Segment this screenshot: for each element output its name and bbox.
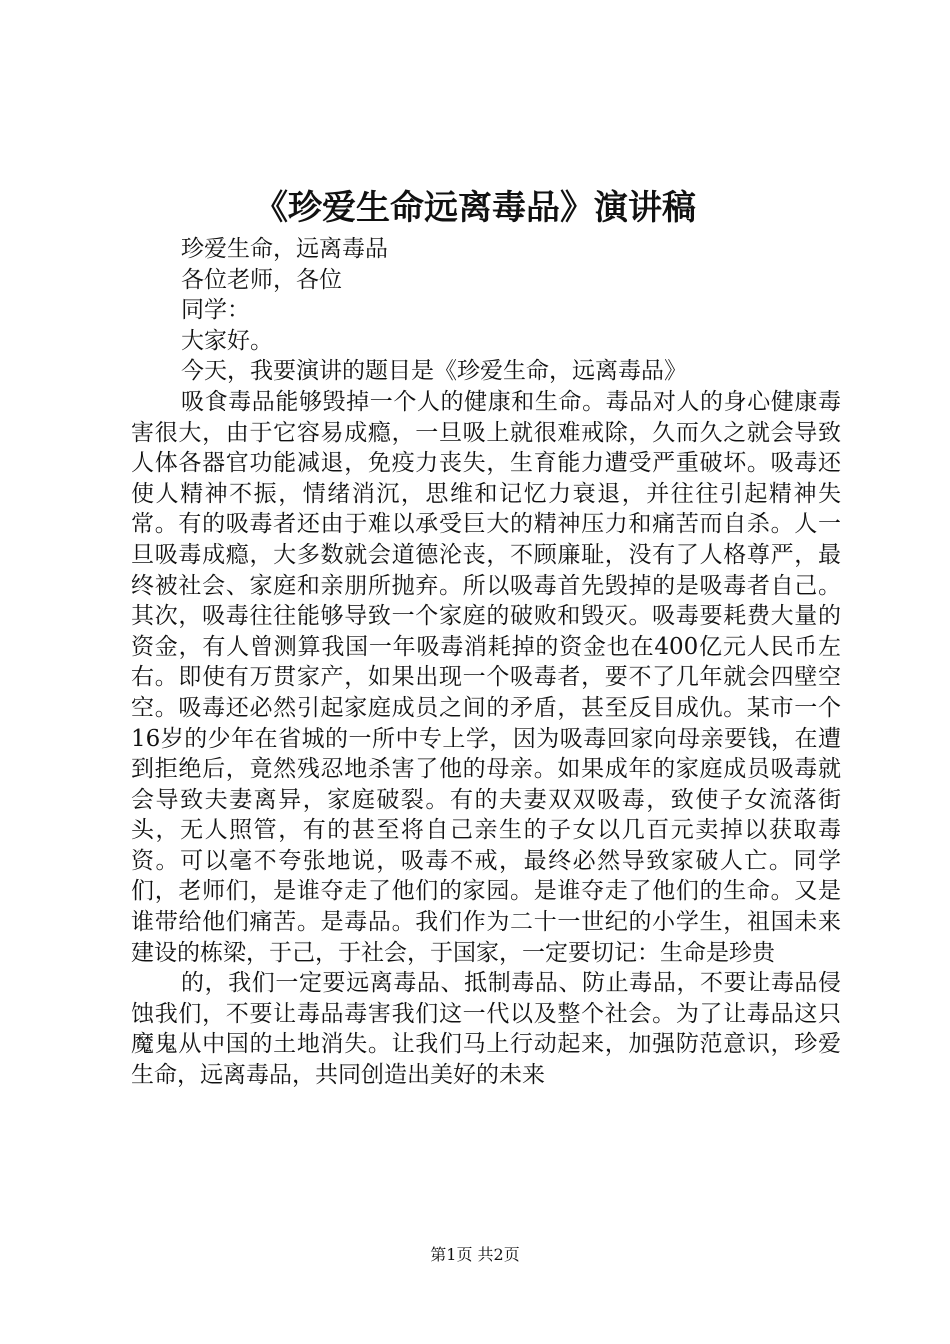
opening-line-greeting-students: 同学： (181, 297, 250, 324)
page-title: 《珍爱生命远离毒品》演讲稿 (254, 188, 696, 228)
opening-line-hello: 大家好。 (181, 327, 273, 354)
body-paragraph: 的，我们一定要远离毒品、抵制毒品、防止毒品，不要让毒品侵蚀我们，不要让毒品毒害我们这一代以及整个社会。为了让毒品这只魔鬼从中国的土地消失。让我们马上行动起来，加强防范意识，珍爱生命，远离毒品，共同创造出美好的未来 (131, 970, 841, 1089)
opening-line-speech-topic: 今天，我要演讲的题目是《珍爱生命，远离毒品》 (181, 358, 687, 385)
document-body (131, 234, 841, 1091)
opening-line-greeting-teachers: 各位老师，各位 (181, 266, 342, 293)
body-paragraph: 吸食毒品能够毁掉一个人的健康和生命。毒品对人的身心健康毒害很大，由于它容易成瘾，一旦吸上就很难戒除，久而久之就会导致人体各器官功能减退，免疫力丧失，生育能力遭受严重破坏。吸毒还使人精神不振，情绪消沉，思维和记忆力衰退，并往往引起精神失常。有的吸毒者还由于难以承受巨大的精神压力和痛苦而自杀。人一旦吸毒成瘾，大多数就会道德沦丧，不顾廉耻，没有了人格尊严，最终被社会、家庭和亲朋所抛弃。所以吸毒首先毁掉的是吸毒者自己。其次，吸毒往往能够导致一个家庭的破败和毁灭。吸毒要耗费大量的资金，有人曾测算我国一年吸毒消耗掉的资金也在400亿元人民币左右。即使有万贯家产，如果出现一个吸毒者，要不了几年就会四壁空空。吸毒还必然引起家庭成员之间的矛盾，甚至反目成仇。某市一个16岁的少年在省城的一所中专上学，因为吸毒回家向母亲要钱，在遭到拒绝后，竟然残忍地杀害了他的母亲。如果成年的家庭成员吸毒就会导致夫妻离异，家庭破裂。有的夫妻双双吸毒，致使子女流落街头，无人照管，有的甚至将自己亲生的子女以几百元卖掉以获取毒资。可以毫不夸张地说，吸毒不戒，最终必然导致家破人亡。同学们，老师们，是谁夺走了他们的家园。是谁夺走了他们的生命。又是谁带给他们痛苦。是毒品。我们作为二十一世纪的小学生，祖国未来建设的栋梁，于己，于社会，于国家，一定要切记：生命是珍贵 (131, 388, 841, 966)
page-footer: 第1页 共2页 (430, 1245, 520, 1264)
opening-line-topic: 珍爱生命，远离毒品 (181, 236, 388, 262)
